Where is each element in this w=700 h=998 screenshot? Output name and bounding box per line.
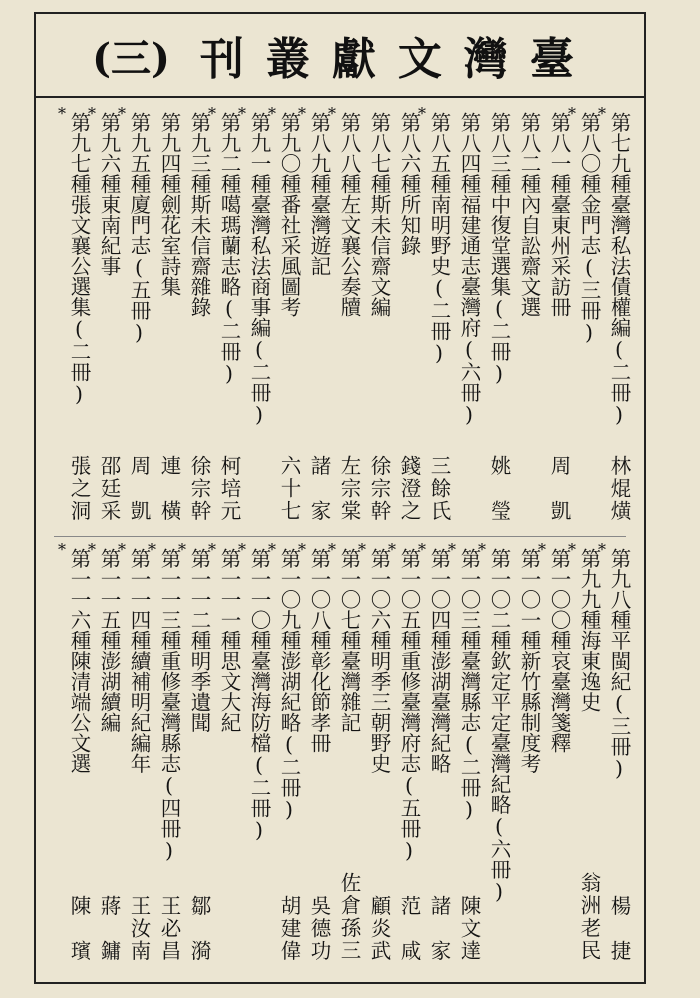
catalog-section-bottom (36, 542, 644, 970)
catalog-entry (58, 540, 91, 970)
entry-title-text: 第一〇一種新竹縣制度考 (517, 548, 541, 774)
entry-title-text: 第一〇三種臺灣縣志(二冊) (457, 548, 481, 822)
entry-author: 錢澄之 (397, 454, 421, 522)
entry-title-text: 第一一六種陳清端公文選 (67, 548, 91, 774)
reprint-star-mark: * (568, 104, 576, 123)
volume-mark: (三) (92, 34, 170, 82)
reprint-star-mark: * (148, 540, 156, 559)
entry-title (514, 548, 540, 774)
entry-author: 陳文達 (457, 894, 481, 962)
entry-author: 蔣 鏞 (97, 894, 121, 962)
catalog-entry (298, 540, 331, 970)
entry-author: 王汝南 (127, 894, 151, 962)
entry-author: 張之洞 (67, 454, 91, 522)
catalog-entry (58, 104, 91, 536)
entry-title (178, 540, 211, 733)
catalog-entry (418, 540, 451, 970)
entry-title (454, 112, 480, 427)
entry-title (568, 540, 601, 712)
entry-title (118, 104, 151, 345)
catalog-entry (364, 106, 390, 536)
reprint-star-mark: * (328, 104, 336, 123)
catalog-entry (298, 104, 331, 536)
entry-author: 三餘氏 (427, 454, 451, 522)
entry-author: 吳德功 (307, 894, 331, 962)
entry-title (538, 540, 571, 753)
entry-title-text: 第八六種所知錄 (397, 112, 421, 256)
series-title-char: 獻 (331, 34, 382, 85)
catalog-entry (538, 540, 571, 970)
section-divider (54, 536, 626, 537)
catalog-entry (394, 106, 420, 536)
catalog-entry (328, 540, 361, 970)
catalog-entry (448, 540, 481, 970)
reprint-star-mark: * (208, 540, 216, 559)
entry-title (208, 540, 241, 733)
entry-title (298, 104, 331, 276)
reprint-star-mark: * (298, 540, 306, 559)
reprint-star-mark: * (118, 540, 126, 559)
entry-title-text: 第八〇種金門志(三冊) (577, 112, 601, 345)
reprint-star-mark: * (118, 104, 126, 123)
entry-title (88, 104, 121, 276)
entry-title (148, 540, 181, 863)
catalog-entry (598, 104, 631, 536)
entry-title-text: 第九七種張文襄公選集(二冊) (67, 112, 91, 406)
series-title-char: 叢 (265, 34, 316, 85)
entry-title-text: 第九八種平閩紀(三冊) (607, 548, 631, 781)
entry-title-text: 第一一三種重修臺灣縣志(四冊) (157, 548, 181, 863)
reprint-star-mark: * (388, 540, 396, 559)
entry-title-text: 第七九種臺灣私法債權編(二冊) (607, 112, 631, 427)
catalog-entry (358, 540, 391, 970)
entry-title-text: 第一〇六種明季三朝野史 (367, 548, 391, 774)
entry-title (544, 112, 570, 317)
entry-title-text: 第八四種福建通志臺灣府(六冊) (457, 112, 481, 427)
entry-title-text: 第九一種臺灣私法商事編(二冊) (247, 112, 271, 427)
catalog-entry (514, 106, 540, 536)
catalog-entry (88, 104, 121, 536)
catalog-entry (184, 106, 210, 536)
entry-title-text: 第八五種南明野史(二冊) (427, 112, 451, 365)
entry-author: 佐倉孫三 (337, 872, 361, 962)
entry-title-text: 第八七種斯未信齋文編 (367, 112, 391, 317)
entry-title (238, 104, 271, 427)
entry-title (268, 540, 301, 822)
entry-author: 姚 瑩 (487, 454, 511, 522)
entry-title (514, 112, 540, 317)
reprint-star-mark: * (88, 540, 96, 559)
series-title (192, 23, 588, 87)
entry-author: 諸 家 (307, 454, 331, 522)
entry-title (394, 112, 420, 256)
catalog-entry (178, 540, 211, 970)
entry-title (448, 540, 481, 822)
entry-title-text: 第一一一種思文大紀 (217, 548, 241, 733)
entry-title (568, 104, 601, 345)
reprint-star-mark: * (298, 104, 306, 123)
entry-title (58, 104, 91, 406)
entry-title (184, 112, 210, 317)
entry-author: 周 凱 (127, 454, 151, 522)
catalog-entry (238, 540, 271, 970)
catalog-entry (268, 540, 301, 970)
entry-author: 王必昌 (157, 894, 181, 962)
catalog-entry (154, 106, 180, 536)
series-title-char: 刊 (199, 34, 250, 85)
entry-title-text: 第八九種臺灣遊記 (307, 112, 331, 276)
reprint-star-mark: * (448, 540, 456, 559)
reprint-star-mark: * (268, 540, 276, 559)
reprint-star-mark: * (58, 104, 66, 123)
catalog-entry (208, 540, 241, 970)
reprint-star-mark: * (358, 540, 366, 559)
entry-title-text: 第八八種左文襄公奏牘 (337, 112, 361, 317)
entry-title-text: 第一〇七種臺灣雜記 (337, 548, 361, 733)
reprint-star-mark: * (208, 104, 216, 123)
entry-title (418, 104, 451, 365)
entry-title-text: 第九三種斯未信齋雜錄 (187, 112, 211, 317)
catalog-section-top (36, 106, 644, 536)
entry-author: 徐宗幹 (367, 454, 391, 522)
entry-title (478, 540, 511, 904)
reprint-star-mark: * (58, 540, 66, 559)
catalog-entry (268, 104, 301, 536)
entry-title (88, 540, 121, 733)
catalog-entry (328, 104, 361, 536)
entry-author: 楊 捷 (607, 894, 631, 962)
catalog-entry (568, 104, 601, 536)
entry-title-text: 第九六種東南紀事 (97, 112, 121, 276)
entry-author: 顧炎武 (367, 894, 391, 962)
catalog-entry (88, 540, 121, 970)
reprint-star-mark: * (418, 540, 426, 559)
reprint-star-mark: * (568, 540, 576, 559)
entry-title-text: 第九九種海東逸史 (577, 548, 601, 712)
catalog-entry (454, 106, 480, 536)
entry-title (598, 104, 631, 427)
entry-title-text: 第一〇九種澎湖紀略(二冊) (277, 548, 301, 822)
catalog-entry (478, 540, 511, 970)
reprint-star-mark: * (328, 540, 336, 559)
entry-title (238, 540, 271, 842)
entry-author: 徐宗幹 (187, 454, 211, 522)
entry-author: 左宗棠 (337, 454, 361, 522)
entry-title-text: 第一〇〇種哀臺灣箋釋 (547, 548, 571, 753)
catalog-entry (388, 540, 421, 970)
catalog-entry (238, 104, 271, 536)
entry-title (268, 104, 301, 317)
entry-author: 六十七 (277, 454, 301, 522)
reprint-star-mark: * (418, 104, 426, 123)
catalog-entry (484, 106, 510, 536)
entry-author: 翁洲老民 (577, 872, 601, 962)
entry-author: 林焜熿 (607, 454, 631, 522)
entry-title-text: 第一一〇種臺灣海防檔(二冊) (247, 548, 271, 842)
entry-author: 諸 家 (427, 894, 451, 962)
entry-title (328, 540, 361, 733)
catalog-entry (598, 540, 631, 970)
entry-title-text: 第一〇八種彰化節孝冊 (307, 548, 331, 753)
entry-title-text: 第九五種廈門志(五冊) (127, 112, 151, 345)
catalog-entry (208, 104, 241, 536)
entry-title (388, 540, 421, 863)
catalog-entry (148, 540, 181, 970)
entry-author: 柯培元 (217, 454, 241, 522)
series-title-char: 灣 (463, 34, 514, 85)
entry-title-text: 第一一二種明季遺聞 (187, 548, 211, 733)
catalog-entry (568, 540, 601, 970)
catalog-entry (418, 104, 451, 536)
catalog-frame (34, 12, 646, 984)
reprint-star-mark: * (538, 540, 546, 559)
entry-title (358, 540, 391, 774)
entry-title (154, 112, 180, 297)
entry-title-text: 第一〇五種重修臺灣府志(五冊) (397, 548, 421, 863)
entry-author: 陳 璸 (67, 894, 91, 962)
entry-author: 范 咸 (397, 894, 421, 962)
entry-title (484, 112, 510, 386)
catalog-entry (514, 542, 540, 970)
entry-title-text: 第一〇四種澎湖臺灣紀略 (427, 548, 451, 774)
entry-title-text: 第九二種噶瑪蘭志略(二冊) (217, 112, 241, 386)
entry-title (298, 540, 331, 753)
entry-title-text: 第九四種劍花室詩集 (157, 112, 181, 297)
reprint-star-mark: * (238, 540, 246, 559)
catalog-banner (36, 14, 644, 98)
catalog-entry (118, 540, 151, 970)
entry-title-text: 第八三種中復堂選集(二冊) (487, 112, 511, 386)
catalog-entry (544, 106, 570, 536)
entry-author: 鄒 漪 (187, 894, 211, 962)
entry-title-text: 第八一種臺東州采訪冊 (547, 112, 571, 317)
entry-title (58, 540, 91, 774)
entry-title (328, 104, 361, 317)
reprint-star-mark: * (598, 540, 606, 559)
banner-title (92, 23, 588, 87)
entry-title (364, 112, 390, 317)
series-title-char: 文 (397, 34, 448, 85)
reprint-star-mark: * (238, 104, 246, 123)
reprint-star-mark: * (178, 540, 186, 559)
entry-title (118, 540, 151, 774)
reprint-star-mark: * (478, 540, 486, 559)
reprint-star-mark: * (268, 104, 276, 123)
entry-author: 連 橫 (157, 454, 181, 522)
entry-author: 胡建偉 (277, 894, 301, 962)
series-title-char: 臺 (529, 34, 580, 85)
entry-title (598, 540, 631, 781)
catalog-entry (118, 104, 151, 536)
entry-title (418, 540, 451, 774)
entry-title-text: 第一一四種續補明紀編年 (127, 548, 151, 774)
entry-author: 周 凱 (547, 454, 571, 522)
reprint-star-mark: * (88, 104, 96, 123)
entry-title-text: 第九〇種番社采風圖考 (277, 112, 301, 317)
entry-title-text: 第一一五種澎湖續編 (97, 548, 121, 733)
entry-title-text: 第一〇二種欽定平定臺灣紀略(六冊) (487, 548, 511, 904)
reprint-star-mark: * (598, 104, 606, 123)
entry-title-text: 第八二種內自訟齋文選 (517, 112, 541, 317)
entry-title (208, 104, 241, 386)
entry-author: 邵廷采 (97, 454, 121, 522)
